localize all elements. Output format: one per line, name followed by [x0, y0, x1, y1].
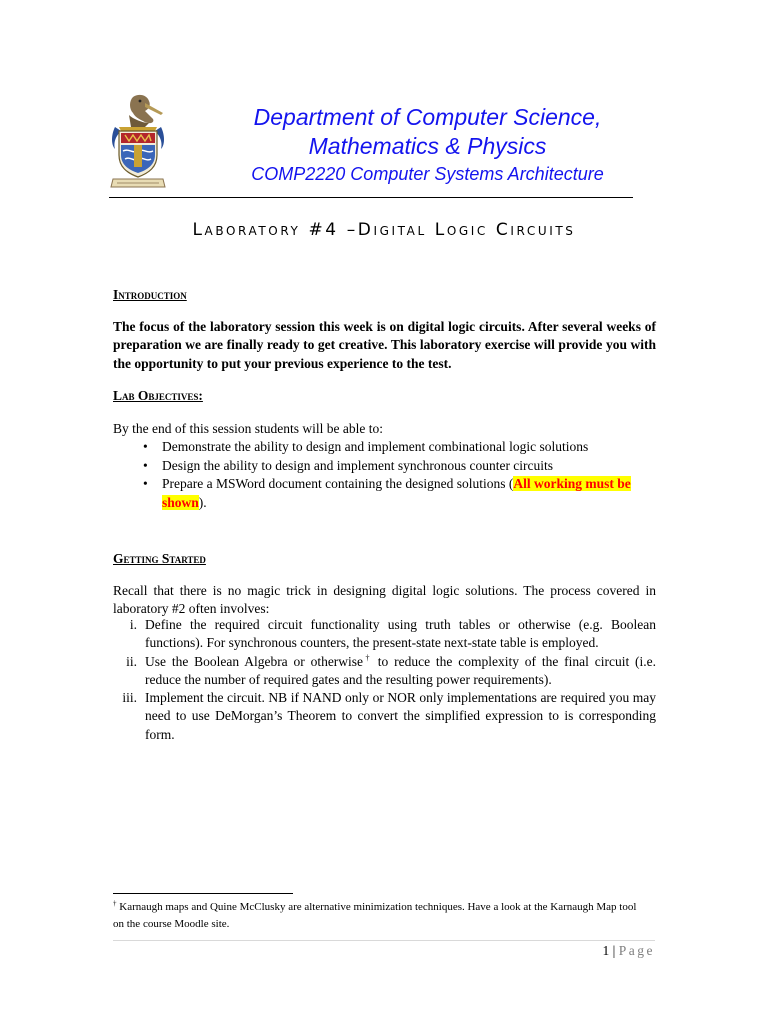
- list-item: [113, 653, 656, 690]
- header-divider: [109, 197, 633, 198]
- page-label: Page: [618, 943, 655, 958]
- list-item: [113, 438, 656, 457]
- step-text: Define the required circuit functionality using truth tables or otherwise (e.g. Boolean functions). For synchronous counters, the present-state next-state table is employed.: [145, 617, 656, 651]
- objective-text: Demonstrate the ability to design and implement combinational logic solutions: [162, 439, 589, 454]
- step-text-end: to reduce the complexity of the final circuit (i.e. reduce the number of required gates and the resulting power requirements).: [145, 653, 657, 687]
- bullet-icon: •: [143, 439, 148, 454]
- department-name-line2: Mathematics & Physics: [308, 133, 547, 159]
- step-text: Use the Boolean Algebra or otherwise: [145, 653, 364, 669]
- getting-started-heading: Getting Started: [113, 551, 206, 566]
- footnote: [113, 899, 643, 932]
- objectives-heading: Lab Objectives:: [113, 388, 203, 403]
- footnote-divider: [113, 893, 293, 894]
- step-number: iii.: [122, 690, 137, 706]
- steps-list: [113, 616, 656, 744]
- lab-title: Laboratory #4 –Digital Logic Circuits: [192, 220, 576, 240]
- introduction-text: The focus of the laboratory session this week is on digital logic circuits. After several weeks of preparation we are finally ready to get creative. This laboratory exercise will provide you with the opportunity to put your previous experience to the test.: [113, 319, 656, 371]
- bullet-icon: •: [143, 457, 148, 473]
- page-footer: [560, 942, 655, 960]
- objectives-lead: By the end of this session students will be able to:: [113, 421, 383, 436]
- footer-divider: [113, 940, 655, 941]
- list-item: [113, 689, 656, 744]
- course-title: COMP2220 Computer Systems Architecture: [251, 164, 604, 184]
- footnote-text: Karnaugh maps and Quine McClusky are alternative minimization techniques. Have a look at the Karnaugh Map tool on the course Moodle site.: [113, 901, 637, 930]
- step-number: ii.: [126, 653, 137, 669]
- list-item: [113, 616, 656, 653]
- list-item: [113, 457, 656, 476]
- list-item: [113, 475, 656, 512]
- step-number: i.: [129, 617, 137, 632]
- objectives-list: [113, 438, 656, 512]
- department-name-line1: Department of Computer Science,: [253, 104, 602, 130]
- introduction-heading: Introduction: [113, 287, 187, 302]
- objective-text-end: ).: [198, 494, 207, 510]
- department-header: [200, 103, 655, 187]
- highlighted-requirement: All working must be shown: [162, 476, 631, 510]
- page-separator: |: [609, 943, 619, 958]
- step-text: Implement the circuit. NB if NAND only or NOR only implementations are required you may need to use DeMorgan’s Theorem to convert the simplified expression to is corresponding form.: [145, 690, 656, 742]
- objective-text: Prepare a MSWord document containing the designed solutions (: [162, 476, 514, 492]
- footnote-mark: †: [113, 899, 117, 908]
- objective-text: Design the ability to design and implement synchronous counter circuits: [162, 457, 554, 473]
- bullet-icon: •: [143, 476, 148, 492]
- footnote-reference[interactable]: †: [363, 653, 372, 663]
- university-crest-icon: [109, 93, 167, 195]
- page-number: 1: [602, 943, 610, 958]
- getting-started-text: Recall that there is no magic trick in designing digital logic solutions. The process covered in laboratory #2 often involves:: [113, 583, 656, 617]
